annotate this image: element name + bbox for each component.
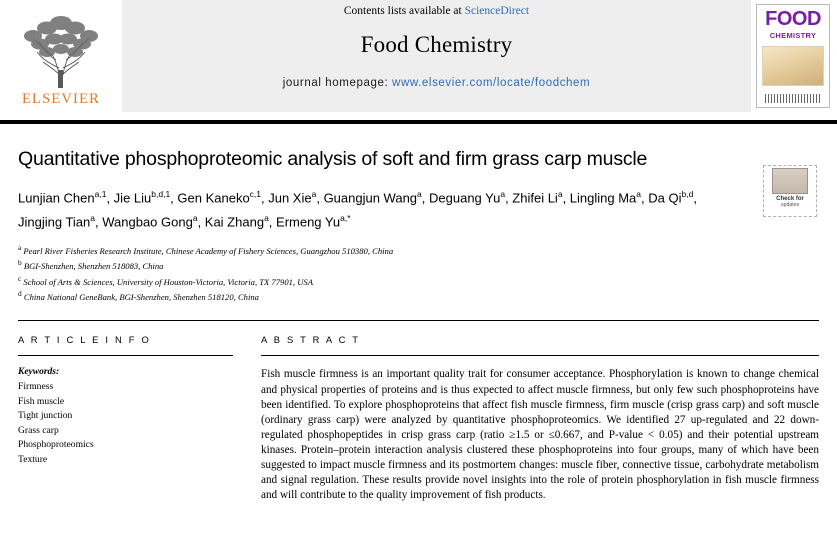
- affiliation-item: b BGI-Shenzhen, Shenzhen 518083, China: [18, 258, 164, 271]
- keyword-item: Firmness: [18, 381, 54, 393]
- elsevier-logo: [0, 0, 122, 112]
- keyword-item: Texture: [18, 453, 48, 465]
- affiliation-item: a Pearl River Fisheries Research Institute, Chinese Academy of Fishery Sciences, Guangzhou 510380, China: [18, 242, 394, 256]
- section-divider-rule: [18, 320, 819, 321]
- affiliation-marker: b: [18, 258, 22, 268]
- article-info-underline: [18, 355, 233, 356]
- info-abstract-row: [0, 334, 837, 503]
- affiliation-marker: a: [18, 242, 22, 252]
- crossmark-label-line1: Check for: [776, 196, 804, 202]
- journal-header-banner: [0, 0, 837, 112]
- keyword-item: Fish muscle: [18, 395, 65, 407]
- elsevier-wordmark: ELSEVIER: [21, 91, 101, 107]
- keyword-item: Grass carp: [18, 424, 59, 436]
- homepage-label: journal homepage:: [282, 77, 393, 89]
- contents-available-line: [344, 5, 529, 17]
- cover-title-line2: CHEMISTRY: [769, 31, 817, 40]
- affiliation-list: [18, 242, 819, 304]
- author-list: Lunjian Chen$^{a,1}$, Jie Liu$^{b,d,1}$, Gen Kaneko$^{c,1}$, Jun Xie$^a$, Guangjun Wang$^a$, Deguang Yu$^a$, Zhifei Li$^a$, Lingling Ma$^a$, Da Qi$^{b,d}$, Jingjing Tian$^a$, Wangbao Gong$^a$, Kai Zhang$^a$, Ermeng $Yu^{a,*}$: [18, 189, 697, 230]
- homepage-url-link[interactable]: www.elsevier.com/locate/foodchem: [392, 77, 591, 89]
- header-center-band: [122, 0, 751, 112]
- contents-prefix: Contents lists available at: [343, 5, 465, 17]
- article-info-heading: A R T I C L E I N F O: [18, 334, 152, 346]
- abstract-text: Fish muscle firmness is an important quality trait for consumer acceptance. Phosphorylation is known to change chemical and physical properties of proteins and is thus expected to affect muscle firmness, but only few such phosphoproteins have been identified. To explore phosphoproteins that affect fish muscle firmness, firm muscle (crisp grass carp) and soft muscle (ordinary grass carp) were analyzed by quantitative phosphoproteomics. We identified 27 up-regulated and 22 down-regulated phosphopeptides in crisp grass carp (ratio ≥1.5 or ≤0.667, and P-value < 0.05) and their potential upstream kinases. Protein–protein interaction analysis clustered these phosphoproteins into four groups, many of which have been suggested to impact muscle firmness and its postmortem changes: muscle fiber, connective tissue, carbohydrate metabolism and signal regulation. These results provide novel insights into the role of protein phosphorylation in fish muscle firmness and will contribute to the quality improvement of fish products.: [261, 368, 819, 502]
- abstract-underline: [261, 355, 819, 356]
- cover-barcode: [765, 94, 821, 103]
- cover-photo-area: [762, 46, 824, 86]
- keyword-item: Phosphoproteomics: [18, 439, 94, 451]
- page-title: Quantitative phosphoproteomic analysis of soft and firm grass carp muscle: [18, 148, 648, 170]
- journal-title: Food Chemistry: [360, 32, 513, 57]
- affiliation-item: c School of Arts & Sciences, University of Houston-Victoria, Victoria, TX 77901, USA: [18, 273, 313, 287]
- journal-cover-image: [756, 4, 830, 108]
- journal-homepage-line: [283, 77, 590, 89]
- affiliation-marker: d: [18, 289, 22, 299]
- keywords-list: [18, 380, 233, 467]
- crossmark-icon: [772, 168, 808, 194]
- crossmark-check-for-updates-badge[interactable]: [763, 165, 817, 217]
- keywords-heading: Keywords:: [18, 367, 60, 378]
- cover-title-line1: FOOD: [765, 8, 821, 30]
- keyword-item: Tight junction: [18, 410, 73, 422]
- article-info-column: [18, 334, 233, 503]
- affiliation-marker: c: [18, 273, 22, 283]
- abstract-heading: A B S T R A C T: [261, 334, 361, 346]
- elsevier-tree-icon: [9, 8, 113, 90]
- header-divider-rule: [0, 120, 837, 124]
- crossmark-label-line2: updates: [780, 202, 800, 208]
- affiliation-item: d China National GeneBank, BGI-Shenzhen, Shenzhen 518120, China: [18, 289, 259, 302]
- title-block: [0, 147, 837, 303]
- journal-cover-thumbnail: [751, 0, 837, 112]
- abstract-column: [261, 334, 819, 503]
- sciencedirect-link[interactable]: ScienceDirect: [464, 5, 530, 17]
